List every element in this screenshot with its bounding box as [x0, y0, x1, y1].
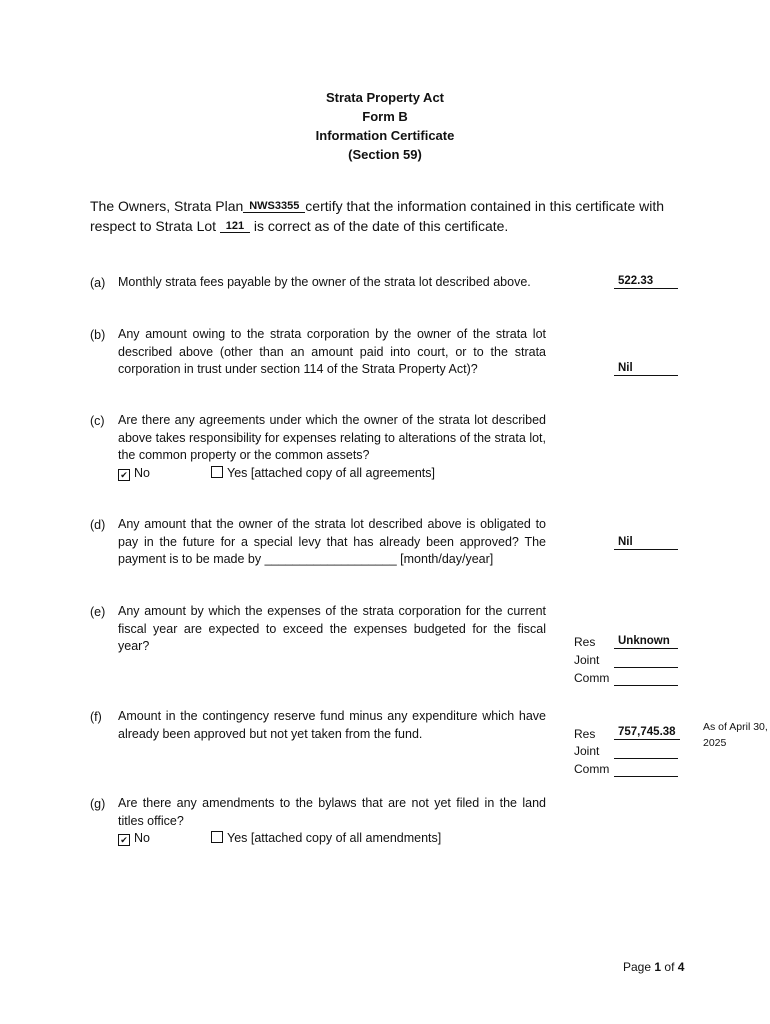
form-header: [0, 88, 770, 164]
item-d-value[interactable]: Nil: [614, 535, 678, 550]
item-f-comm-field[interactable]: [614, 775, 678, 777]
item-a-value[interactable]: 522.33: [614, 274, 678, 289]
item-g-options: [118, 831, 558, 849]
section-reference: (Section 59): [348, 147, 422, 162]
strata-plan-field[interactable]: NWS3355: [243, 200, 305, 213]
item-c-letter: (c): [90, 414, 105, 428]
item-c-option-yes[interactable]: Yes [attached copy of all agreements]: [211, 466, 435, 480]
checkbox-checked-icon[interactable]: ✔: [118, 469, 130, 481]
item-e-text: Any amount by which the expenses of the strata corporation for the current fiscal year are expected to exceed the expenses budgeted for the fiscal year?: [118, 604, 546, 653]
intro-line-2: respect to Strata Lot 121 is correct as of the date of this certificate.: [90, 218, 509, 234]
intro-line-1: The Owners, Strata Plan NWS3355 certify that the information contained in this certificate with: [90, 198, 665, 214]
item-c-options: [118, 466, 558, 484]
item-d-letter: (d): [90, 518, 106, 532]
item-e-joint-field[interactable]: [614, 666, 678, 668]
item-b-value[interactable]: Nil: [614, 361, 678, 376]
item-e-comm-label: Comm: [574, 671, 610, 685]
item-a-text: Monthly strata fees payable by the owner of the strata lot described above.: [118, 275, 531, 289]
item-f-text: Amount in the contingency reserve fund minus any expenditure which have already been approved but not yet taken from the fund.: [118, 709, 546, 741]
item-g-text: Are there any amendments to the bylaws that are not yet filed in the land titles office?: [118, 796, 546, 828]
item-f-joint-label: Joint: [574, 744, 600, 758]
item-a-letter: (a): [90, 276, 106, 290]
item-c-option-no[interactable]: ✔ No: [118, 466, 150, 481]
item-f-comm-label: Comm: [574, 762, 610, 776]
item-d-text: Any amount that the owner of the strata lot described above is obligated to pay in the future for a special levy that has already been approved? The payment is to be made by ___________________ [month/day/year]: [118, 517, 546, 566]
certificate-title: Information Certificate: [315, 128, 455, 143]
item-f-res-value[interactable]: 757,745.38: [614, 725, 680, 740]
checkbox-empty-icon[interactable]: [211, 831, 223, 843]
act-title: Strata Property Act: [326, 90, 444, 105]
item-f-joint-field[interactable]: [614, 757, 678, 759]
item-e-res-label: Res: [574, 635, 596, 649]
item-g-option-no[interactable]: ✔ No: [118, 831, 150, 846]
checkbox-empty-icon[interactable]: [211, 466, 223, 478]
checkbox-checked-icon[interactable]: ✔: [118, 834, 130, 846]
strata-lot-field[interactable]: 121: [220, 220, 250, 233]
item-e-comm-field[interactable]: [614, 684, 678, 686]
page-number: Page 1 of 4: [623, 960, 685, 974]
item-b-letter: (b): [90, 328, 106, 342]
item-e-letter: (e): [90, 605, 106, 619]
item-b-text: Any amount owing to the strata corporation by the owner of the strata lot described above (other than an amount paid into court, or to the strata corporation in trust under section 114 of the Strata Property Act)?: [118, 327, 546, 376]
item-g-letter: (g): [90, 797, 106, 811]
form-title: Form B: [362, 109, 408, 124]
item-f-note: As of April 30, 2025: [703, 721, 768, 749]
item-f-letter: (f): [90, 710, 102, 724]
item-g-option-yes[interactable]: Yes [attached copy of all amendments]: [211, 831, 441, 845]
item-e-res-value[interactable]: Unknown: [614, 634, 678, 649]
item-c-text: Are there any agreements under which the owner of the strata lot described above takes responsibility for expenses relating to alterations of the strata lot, the common property or the common assets?: [118, 413, 546, 462]
item-e-joint-label: Joint: [574, 653, 600, 667]
item-f-res-label: Res: [574, 727, 596, 741]
